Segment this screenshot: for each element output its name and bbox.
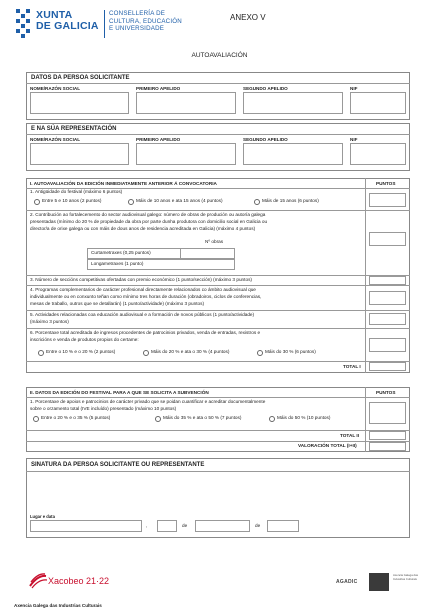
total2-cell[interactable] (369, 431, 406, 440)
agadic-side-text (393, 574, 418, 581)
s2-option2-label: Máis do 35 % e ata o 50 % (7 puntos) (163, 415, 242, 420)
section1-rule-3 (26, 285, 410, 286)
applicant-surname2-field[interactable] (243, 92, 343, 114)
section1-rule-5 (26, 328, 410, 329)
signature-heading: SINATURA DA PERSOA SOLICITANTE OU REPRESENTANTE (31, 462, 205, 468)
item6-option2-radio[interactable] (143, 350, 149, 356)
applicant-name-label: NOME/RAZÓN SOCIAL (30, 86, 81, 91)
de-separator-2: de (255, 523, 261, 528)
item4-points-cell[interactable] (369, 291, 406, 305)
section1-item6-line2: inscricións e venda de produtos propios do certame: (30, 337, 139, 342)
section1-heading: I. AUTOAVALIACIÓN DA EDICIÓN INMEDIATAMENTE ANTERIOR Á CONVOCATORIA (30, 181, 217, 186)
item1-points-cell[interactable] (369, 193, 406, 207)
representative-nif-label: NIF (350, 137, 358, 142)
applicant-surname1-label: PRIMEIRO APELIDO (136, 86, 181, 91)
section2-rule-1 (26, 430, 410, 431)
item6-option1-label: Entre o 10 % e o 20 % (2 puntos) (46, 349, 116, 354)
agadic-logo-icon (369, 573, 389, 591)
total1-label: TOTAL I (343, 364, 361, 369)
de-separator-1: de (182, 523, 188, 528)
section1-item2-line2: presentadas (mínimo do 20 % de propiedade da obra por parte dunha produtora con domicilio social en Galicia ou (30, 219, 268, 224)
item2-points-cell[interactable] (369, 232, 406, 246)
section1-item5-line2: (máximo 3 puntos) (30, 319, 69, 324)
s2-option1-label: Entre o 20 % e o 35 % (5 puntos) (41, 415, 111, 420)
applicant-surname1-field[interactable] (136, 92, 236, 114)
s2-option2-radio[interactable] (155, 416, 161, 422)
s2-item1-points-cell[interactable] (369, 402, 406, 424)
total1-cell[interactable] (369, 362, 406, 371)
org-line-1: XUNTA (36, 9, 73, 21)
item1-option2-radio[interactable] (128, 199, 134, 205)
representative-surname2-field[interactable] (243, 143, 343, 165)
applicant-nif-field[interactable] (350, 92, 406, 114)
item6-points-cell[interactable] (369, 338, 406, 352)
section2-heading: II. DATOS DA EDICIÓN DO FESTIVAL PARA A QUE SE SOLICITA A SUBVENCIÓN (30, 390, 209, 395)
representative-nif-field[interactable] (350, 143, 406, 165)
org-line-2: DE GALICIA (36, 20, 99, 32)
item6-option3-label: Máis do 30 % (6 puntos) (265, 349, 316, 354)
applicant-heading: DATOS DA PERSOA SOLICITANTE (31, 75, 130, 81)
works-count-header: Nº obras (205, 239, 224, 244)
item6-option2-label: Máis do 20 % e ata o 30 % (4 puntos) (151, 349, 230, 354)
place-field[interactable] (30, 520, 142, 532)
comma-separator: , (146, 523, 148, 528)
total2-label: TOTAL II (340, 433, 360, 438)
section1-item4-line3: mesas de traballo, outros que se detallarán) (1 punto/actividade) (máximo 3 puntos) (30, 301, 205, 306)
signature-heading-rule (26, 471, 410, 472)
section1-item4-line2: individualmente ou en conxunto teñan como mínimo tres horas de duración (obradoiros, ciclos de conferencias, (30, 294, 262, 299)
representative-surname2-label: SEGUNDO APELIDO (243, 137, 288, 142)
year-field[interactable] (267, 520, 299, 532)
item6-option3-radio[interactable] (257, 350, 263, 356)
section1-points-label: PUNTOS (376, 181, 396, 186)
xacobeo-logo-icon (28, 573, 48, 589)
features-count-input[interactable] (181, 260, 234, 269)
section2-rule-2 (26, 441, 410, 442)
grand-total-cell[interactable] (369, 442, 406, 451)
day-field[interactable] (157, 520, 177, 532)
section1-item2-line3: director/a de orixe galega ou con máis de dous anos de residencia acreditada en Galicia) (máximo 4 puntos) (30, 226, 256, 231)
applicant-surname2-label: SEGUNDO APELIDO (243, 86, 288, 91)
representative-name-field[interactable] (30, 143, 129, 165)
agadic-side-line-2: Industrias Culturais (393, 576, 417, 581)
header-divider (104, 10, 105, 38)
section1-rule-1 (26, 210, 410, 211)
shorts-label: Curtametraxes (0,25 puntos) (91, 250, 151, 255)
item1-option3-radio[interactable] (254, 199, 260, 205)
section1-rule-4 (26, 310, 410, 311)
s2-option3-label: Máis do 50 % (10 puntos) (277, 415, 331, 420)
section1-item2-line1: 2. Contribución ao fortalecemento do sector audiovisual galego: número de obras de produción ou autoría galega (30, 212, 266, 217)
section1-item5-line1: 5. Actividades relacionadas coa educación audiovisual e a formación de novos públicos (1 punto/actividade) (30, 312, 255, 317)
annex-label: ANEXO V (230, 13, 266, 22)
section2-points-label: PUNTOS (376, 390, 396, 395)
department-name (109, 10, 182, 33)
representative-surname1-label: PRIMEIRO APELIDO (136, 137, 181, 142)
shorts-count-input[interactable] (181, 249, 234, 258)
applicant-nif-label: NIF (350, 86, 358, 91)
item1-option3-label: Máis de 15 anos (6 puntos) (262, 198, 319, 203)
applicant-heading-rule (26, 83, 410, 84)
section1-item3-label: 3. Número de seccións competitivas ofertadas con premio económico (1 punto/sección) (máximo 3 puntos) (30, 277, 252, 282)
month-field[interactable] (195, 520, 250, 532)
dept-line-3: E UNIVERSIDADE (109, 25, 165, 32)
features-label: Longametraxes (1 punto) (91, 261, 144, 266)
xunta-wordmark (36, 10, 99, 32)
section1-item1-label: 1. Antigüidade do festival (máximo 6 puntos) (30, 189, 123, 194)
representative-name-label: NOME/RAZÓN SOCIAL (30, 137, 81, 142)
item3-points-cell[interactable] (369, 276, 406, 285)
section2-heading-rule (26, 397, 410, 398)
section1-item6-line1: 6. Porcentaxe total acreditada de ingresos procedentes de patrocinios privados, venda de entradas, rexistros e (30, 330, 261, 335)
representative-surname1-field[interactable] (136, 143, 236, 165)
item6-option1-radio[interactable] (38, 350, 44, 356)
section1-item4-line1: 4. Programas complementarios de carácter profesional directamente relacionados co ámbito audiovisual que (30, 287, 256, 292)
item1-option1-radio[interactable] (34, 199, 40, 205)
s2-option1-radio[interactable] (33, 416, 39, 422)
xacobeo-wordmark: Xacobeo 21·22 (48, 576, 110, 586)
section1-rule-6 (26, 361, 410, 362)
representative-heading-rule (26, 134, 410, 135)
place-date-label: Lugar e data (30, 514, 55, 519)
page-title: AUTOAVALIACIÓN (191, 52, 248, 59)
applicant-name-field[interactable] (30, 92, 129, 114)
representative-heading: E NA SÚA REPRESENTACIÓN (31, 126, 117, 132)
section2-item1-line1: 1. Porcentaxe de apoios e patrocinios de carácter privado que se poidan cuantificar e acreditar documentalmente (30, 399, 266, 404)
dept-line-2: CULTURA, EDUCACIÓN (109, 17, 182, 25)
section2-item1-line2: sobre o orzamento total (IVE incluído) presentado (máximo 10 puntos) (30, 406, 177, 411)
agency-footnote: Axencia Galega das Industrias Culturais (14, 603, 102, 608)
grand-total-label: VALORACIÓN TOTAL (I+II) (298, 443, 357, 448)
agadic-side-line-1: Axencia Galega das (393, 573, 419, 577)
s2-option3-radio[interactable] (269, 416, 275, 422)
item1-option2-label: Máis de 10 anos e ata 15 anos (4 puntos) (136, 198, 223, 203)
dept-line-1: CONSELLERÍA DE (109, 10, 166, 17)
item5-points-cell[interactable] (369, 313, 406, 325)
xunta-crest-icon (14, 8, 32, 42)
item1-option1-label: Entre 5 e 10 anos (2 puntos) (42, 198, 102, 203)
agadic-wordmark: AGADIC (336, 579, 358, 585)
section1-rule-2 (26, 275, 410, 276)
